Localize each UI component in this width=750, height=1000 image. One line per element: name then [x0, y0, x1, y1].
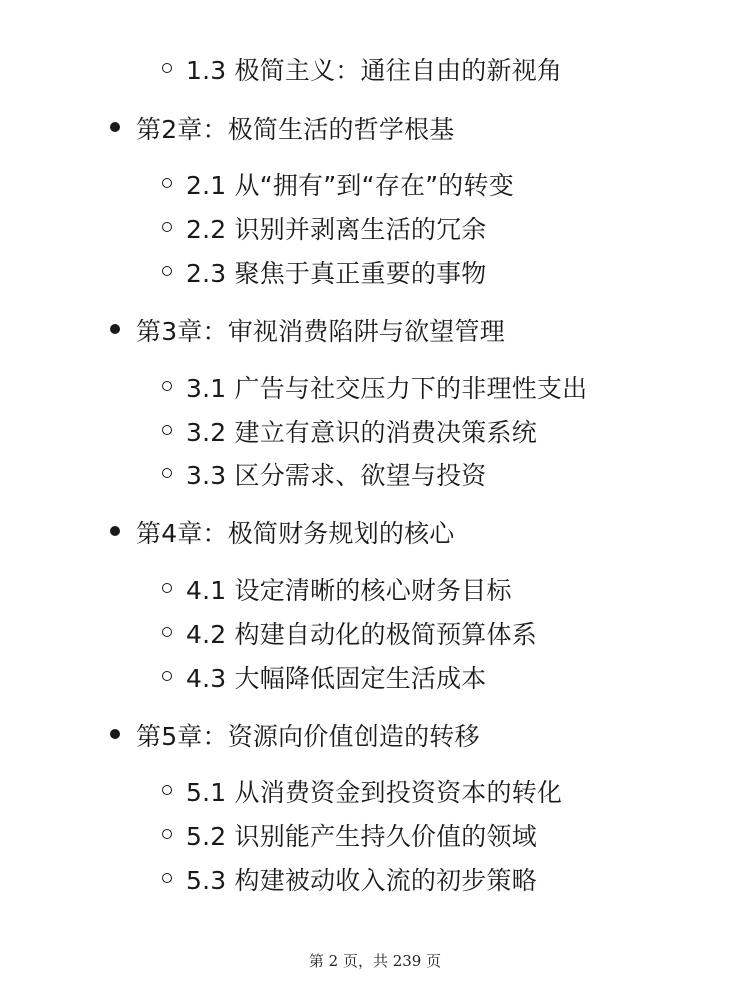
toc-item-text: 第5章：资源向价值创造的转移: [136, 722, 480, 751]
hollow-bullet-icon: [162, 468, 172, 478]
toc-item-text: 3.1 广告与社交压力下的非理性支出: [186, 374, 588, 403]
toc-chapter-item: [110, 107, 455, 151]
hollow-bullet-icon: [162, 381, 172, 391]
toc-section-item: [162, 858, 537, 902]
toc-item-text: 5.1 从消费资金到投资资本的转化: [186, 778, 563, 807]
hollow-bullet-icon: [162, 222, 172, 232]
toc-chapter-item: [110, 714, 480, 758]
hollow-bullet-icon: [162, 178, 172, 188]
toc-item-text: 5.3 构建被动收入流的初步策略: [186, 866, 537, 895]
toc-item-text: 3.3 区分需求、欲望与投资: [186, 461, 487, 490]
filled-bullet-icon: [110, 729, 120, 739]
hollow-bullet-icon: [162, 583, 172, 593]
toc-item-text: 2.3 聚焦于真正重要的事物: [186, 259, 487, 288]
toc-item-text: 5.2 识别能产生持久价值的领域: [186, 822, 537, 851]
toc-section-item: [162, 48, 562, 92]
hollow-bullet-icon: [162, 829, 172, 839]
toc-section-item: [162, 453, 487, 497]
filled-bullet-icon: [110, 122, 120, 132]
filled-bullet-icon: [110, 324, 120, 334]
toc-section-item: [162, 656, 487, 700]
toc-section-item: [162, 251, 487, 295]
hollow-bullet-icon: [162, 627, 172, 637]
toc-section-item: [162, 770, 562, 814]
toc-item-text: 第2章：极简生活的哲学根基: [136, 115, 455, 144]
hollow-bullet-icon: [162, 873, 172, 883]
toc-section-item: [162, 207, 487, 251]
hollow-bullet-icon: [162, 266, 172, 276]
toc-chapter-item: [110, 511, 455, 555]
toc-section-item: [162, 568, 512, 612]
toc-item-text: 4.3 大幅降低固定生活成本: [186, 664, 487, 693]
toc-item-text: 3.2 建立有意识的消费决策系统: [186, 418, 537, 447]
filled-bullet-icon: [110, 526, 120, 536]
hollow-bullet-icon: [162, 425, 172, 435]
hollow-bullet-icon: [162, 785, 172, 795]
toc-item-text: 第4章：极简财务规划的核心: [136, 519, 455, 548]
toc-section-item: [162, 366, 587, 410]
toc-section-item: [162, 163, 514, 207]
toc-item-text: 第3章：审视消费陷阱与欲望管理: [136, 317, 505, 346]
toc-item-text: 2.1 从“拥有”到“存在”的转变: [186, 171, 514, 200]
toc-section-item: [162, 612, 537, 656]
toc-chapter-item: [110, 309, 505, 353]
hollow-bullet-icon: [162, 63, 172, 73]
page-number-footer: 第 2 页，共 239 页: [308, 952, 442, 970]
toc-item-text: 1.3 极简主义：通往自由的新视角: [186, 56, 563, 85]
hollow-bullet-icon: [162, 671, 172, 681]
toc-item-text: 4.1 设定清晰的核心财务目标: [186, 576, 512, 605]
toc-section-item: [162, 814, 537, 858]
toc-section-item: [162, 410, 537, 454]
toc-item-text: 4.2 构建自动化的极简预算体系: [186, 620, 537, 649]
toc-item-text: 2.2 识别并剥离生活的冗余: [186, 215, 487, 244]
